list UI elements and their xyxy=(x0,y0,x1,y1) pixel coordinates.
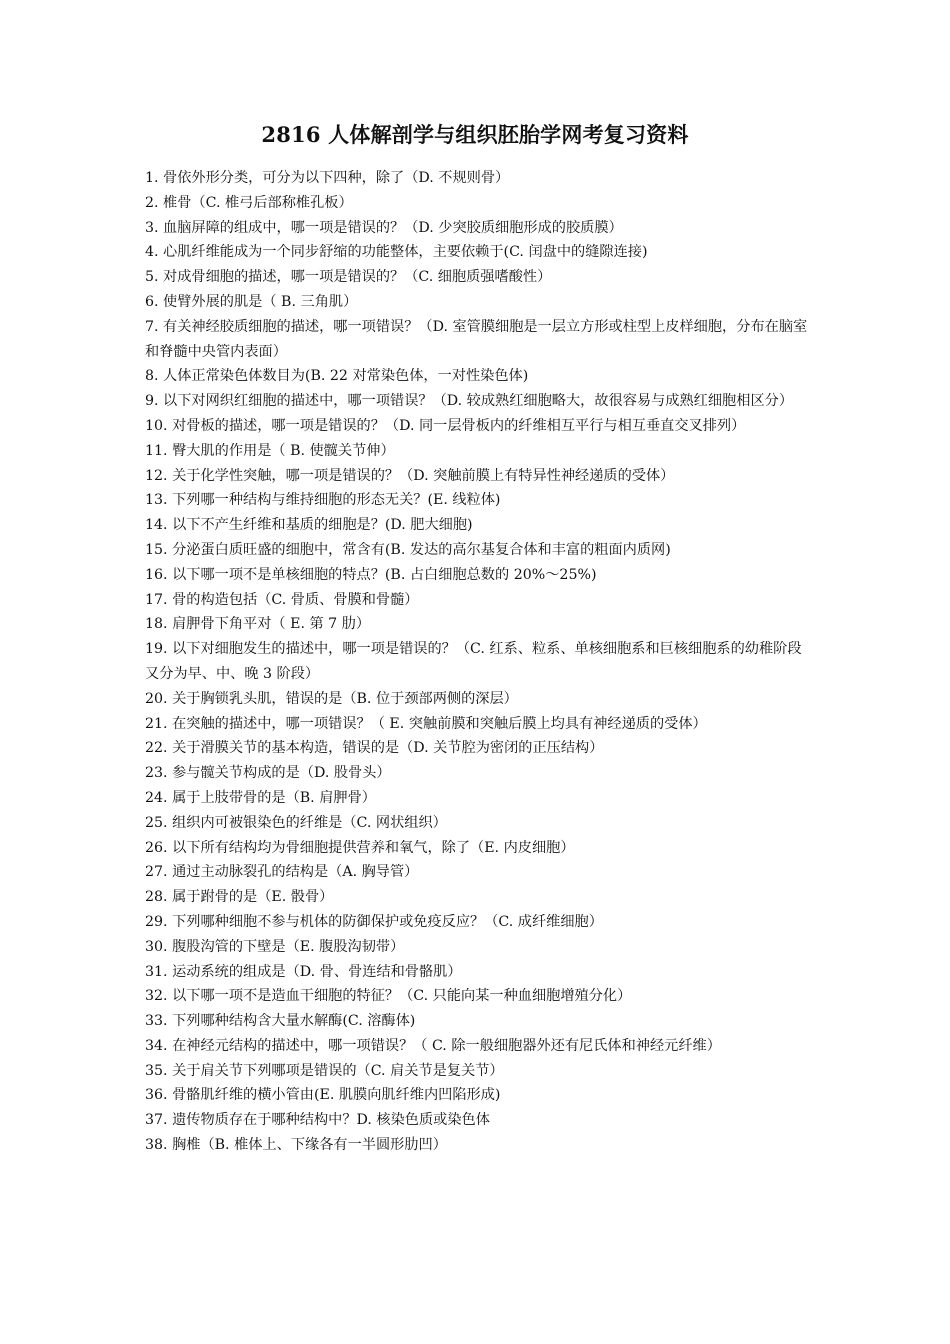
question-item: 32. 以下哪一项不是造血干细胞的特征？（C. 只能向某一种血细胞增殖分化） xyxy=(145,988,632,1005)
question-item: 37. 遗传物质存在于哪种结构中？D. 核染色质或染色体 xyxy=(145,1112,490,1129)
question-item: 9. 以下对网织红细胞的描述中，哪一项错误？（D. 较成熟红细胞略大，故很容易与成熟红细胞相区分） xyxy=(145,393,794,410)
question-item: 19. 以下对细胞发生的描述中，哪一项是错误的？（C. 红系、粒系、单核细胞系和巨核细胞系的幼稚阶段又分为早、中、晚 3 阶段） xyxy=(145,641,802,682)
question-item: 36. 骨骼肌纤维的横小管由(E. 肌膜向肌纤维内凹陷形成) xyxy=(145,1087,501,1104)
question-item: 38. 胸椎（B. 椎体上、下缘各有一半圆形肋凹） xyxy=(145,1137,447,1154)
question-item: 26. 以下所有结构均为骨细胞提供营养和氧气，除了（E. 内皮细胞） xyxy=(145,839,575,856)
question-item: 8. 人体正常染色体数目为(B. 22 对常染色体，一对性染色体) xyxy=(145,368,529,385)
question-item: 29. 下列哪种细胞不参与机体的防御保护或免疫反应？（C. 成纤维细胞） xyxy=(145,913,603,930)
question-item: 4. 心肌纤维能成为一个同步舒缩的功能整体，主要依赖于(C. 闰盘中的缝隙连接) xyxy=(145,244,648,261)
question-item: 33. 下列哪种结构含大量水解酶(C. 溶酶体) xyxy=(145,1013,416,1030)
question-item: 2. 椎骨（C. 椎弓后部称椎孔板） xyxy=(145,194,353,211)
question-item: 25. 组织内可被银染色的纤维是（C. 网状组织） xyxy=(145,814,447,831)
question-item: 14. 以下不产生纤维和基质的细胞是？(D. 肥大细胞) xyxy=(145,517,473,534)
question-item: 15. 分泌蛋白质旺盛的细胞中，常含有(B. 发达的高尔基复合体和丰富的粗面内质网) xyxy=(145,541,671,558)
question-item: 22. 关于滑膜关节的基本构造，错误的是（D. 关节腔为密闭的正压结构） xyxy=(145,740,604,757)
question-item: 24. 属于上肢带骨的是（B. 肩胛骨） xyxy=(145,789,376,806)
question-item: 3. 血脑屏障的组成中，哪一项是错误的？（D. 少突胶质细胞形成的胶质膜） xyxy=(145,219,623,236)
question-list xyxy=(145,166,815,1158)
question-item: 34. 在神经元结构的描述中，哪一项错误？（ C. 除一般细胞器外还有尼氏体和神经元纤维） xyxy=(145,1037,721,1054)
document-title: 2816 人体解剖学与组织胚胎学网考复习资料 xyxy=(261,122,689,147)
question-item: 13. 下列哪一种结构与维持细胞的形态无关？(E. 线粒体) xyxy=(145,492,501,509)
question-item: 28. 属于跗骨的是（E. 骰骨） xyxy=(145,889,334,906)
question-item: 12. 关于化学性突触，哪一项是错误的？（D. 突触前膜上有特异性神经递质的受体） xyxy=(145,467,675,484)
question-item: 10. 对骨板的描述，哪一项是错误的？（D. 同一层骨板内的纤维相互平行与相互垂直交叉排列） xyxy=(145,417,746,434)
question-item: 6. 使臂外展的肌是（ B. 三角肌） xyxy=(145,293,358,310)
question-item: 35. 关于肩关节下列哪项是错误的（C. 肩关节是复关节） xyxy=(145,1062,504,1079)
question-item: 31. 运动系统的组成是（D. 骨、骨连结和骨骼肌） xyxy=(145,963,462,980)
question-item: 20. 关于胸锁乳头肌，错误的是（B. 位于颈部两侧的深层） xyxy=(145,690,518,707)
question-item: 23. 参与髋关节构成的是（D. 股骨头） xyxy=(145,765,391,782)
question-item: 21. 在突触的描述中，哪一项错误？（ E. 突触前膜和突触后膜上均具有神经递质的受体） xyxy=(145,715,707,732)
question-item: 7. 有关神经胶质细胞的描述，哪一项错误？（D. 室管膜细胞是一层立方形或柱型上皮样细胞，分布在脑室和脊髓中央管内表面） xyxy=(145,318,808,360)
question-item: 5. 对成骨细胞的描述，哪一项是错误的？（C. 细胞质强嗜酸性） xyxy=(145,269,552,286)
question-item: 11. 臀大肌的作用是（ B. 使髋关节伸） xyxy=(145,442,395,459)
question-item: 16. 以下哪一项不是单核细胞的特点？(B. 占白细胞总数的 20%～25%) xyxy=(145,566,597,583)
question-item: 30. 腹股沟管的下壁是（E. 腹股沟韧带） xyxy=(145,938,405,955)
question-item: 17. 骨的构造包括（C. 骨质、骨膜和骨髓） xyxy=(145,591,419,608)
question-item: 1. 骨依外形分类，可分为以下四种，除了（D. 不规则骨） xyxy=(145,170,510,186)
question-item: 18. 肩胛骨下角平对（ E. 第 7 肋） xyxy=(145,616,371,633)
question-item: 27. 通过主动脉裂孔的结构是（A. 胸导管） xyxy=(145,864,419,881)
